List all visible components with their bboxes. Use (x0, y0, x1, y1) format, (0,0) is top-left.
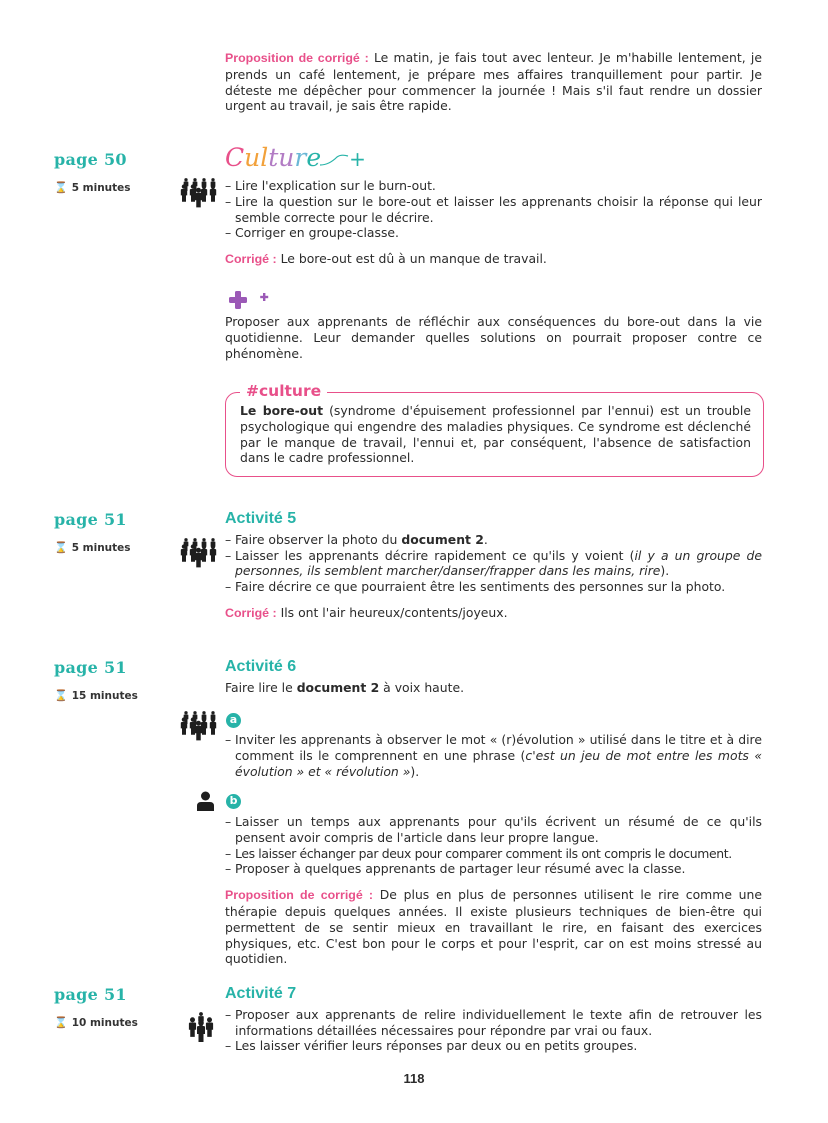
activity-title: Activité 7 (225, 985, 297, 1002)
box-legend: #culture (240, 381, 327, 401)
duration (54, 180, 131, 197)
answer-label: Corrigé : (225, 605, 277, 620)
part-a (225, 732, 762, 779)
step: – Corriger en groupe-classe. (225, 225, 762, 241)
step: – Inviter les apprenants à observer le mot « (r)évolution » utilisé dans le titre et à dire comment ils le comprennent en une phrase (c'est un jeu de mot entre les mots « évolution » et « révolution »). (225, 732, 762, 779)
culture-plus-title: Culture + (225, 143, 366, 172)
step: – Laisser les apprenants décrire rapidement ce qu'ils y voient (il y a un groupe de personnes, ils semblent marcher/danser/frapper dans les mains, rire). (225, 548, 762, 580)
group-icon (180, 538, 218, 568)
answer-label: Proposition de corrigé : (225, 888, 374, 903)
group-icon (180, 711, 218, 741)
activity-title: Activité 6 (225, 658, 297, 675)
answer-text: Ils ont l'air heureux/contents/joyeux. (276, 604, 508, 620)
activity-intro: Faire lire le document 2 à voix haute. (225, 679, 465, 695)
step: – Faire décrire ce que pourraient être les sentiments des personnes sur la photo. (225, 579, 762, 595)
step: – Proposer aux apprenants de relire individuellement le texte afin de retrouver les informations détaillées nécessaires pour répondre par vrai ou faux. (225, 1007, 762, 1039)
person-icon (197, 791, 214, 811)
culture-info-box (225, 382, 764, 477)
duration-text: 10 minutes (71, 1017, 138, 1029)
page-number: 118 (403, 1071, 425, 1086)
page-reference: page 51 (54, 510, 127, 529)
extra-activity (225, 314, 762, 361)
duration-text: 15 minutes (71, 690, 138, 702)
extra-text: Proposer aux apprenants de réfléchir aux conséquences du bore-out dans la vie quotidienne. Leur demander quelles solutions on pourrait proposer contre ce phénomène. (225, 314, 762, 361)
hourglass-icon: ⌛ (54, 181, 68, 194)
page-reference: page 51 (54, 985, 127, 1004)
answer-text: De plus en plus de personnes utilisent le rire comme une thérapie depuis quelques années. Il existe plusieurs techniques de bien-être qui permettent de se sentir mieux en travaillant le rire, en faisant des exercices physiques, etc. C'est bon pour le corps et pour l'esprit, car on est moins stressé au quotidien. (225, 887, 762, 967)
step: – Les laisser échanger par deux pour comparer comment ils ont compris le document. (225, 846, 762, 862)
activity-6 (225, 659, 762, 696)
plus-plus-icon (229, 290, 273, 310)
small-group-icon (188, 1012, 214, 1042)
duration (54, 1015, 138, 1032)
box-text: (syndrome d'épuisement professionnel par l'ennui) est un trouble psychologique qui engendre des maladies physiques. Ce syndrome est déclenché par le manque de travail, l'ennui et, par conséquent, l'absence de satisfaction dans le cadre professionnel. (240, 403, 751, 466)
step: – Lire l'explication sur le burn-out. (225, 178, 762, 194)
culture-steps (225, 178, 762, 268)
activity-5 (225, 511, 762, 622)
step: – Les laisser vérifier leurs réponses par deux ou en petits groupes. (225, 1038, 762, 1054)
part-a-badge: a (226, 713, 241, 728)
swoosh-icon (319, 153, 349, 167)
hourglass-icon: ⌛ (54, 1016, 68, 1029)
page-reference: page 50 (54, 150, 127, 169)
intro-answer (225, 50, 762, 114)
part-b-badge: b (226, 794, 241, 809)
box-term: Le bore-out (240, 403, 324, 418)
duration-text: 5 minutes (71, 182, 131, 194)
answer-text: Le matin, je fais tout avec lenteur. Je m'habille lentement, je prends un café lentement, je prépare mes affaires tranquillement pour partir. Je déteste me dépêcher pour commencer la journée ! Mais s'il faut rendre un dossier urgent au travail, je sais être rapide. (225, 50, 762, 114)
step: – Proposer à quelques apprenants de partager leur résumé avec la classe. (225, 861, 762, 877)
duration-text: 5 minutes (71, 542, 131, 554)
duration (54, 540, 131, 557)
group-icon (180, 178, 218, 208)
answer-label: Proposition de corrigé : (225, 51, 369, 65)
part-b (225, 814, 762, 967)
step: – Laisser un temps aux apprenants pour qu'ils écrivent un résumé de ce qu'ils pensent avoir compris de l'article dans leur propre langue. (225, 814, 762, 846)
activity-title: Activité 5 (225, 510, 297, 527)
answer-text: Le bore-out est dû à un manque de travail. (276, 251, 547, 267)
hourglass-icon: ⌛ (54, 689, 68, 702)
answer-label: Corrigé : (225, 252, 277, 267)
step: – Lire la question sur le bore-out et laisser les apprenants choisir la réponse qui leur semble correcte pour le décrire. (225, 194, 762, 226)
step: – Faire observer la photo du document 2. (225, 532, 762, 548)
duration (54, 688, 138, 705)
activity-7 (225, 986, 762, 1054)
page-reference: page 51 (54, 658, 127, 677)
hourglass-icon: ⌛ (54, 541, 68, 554)
